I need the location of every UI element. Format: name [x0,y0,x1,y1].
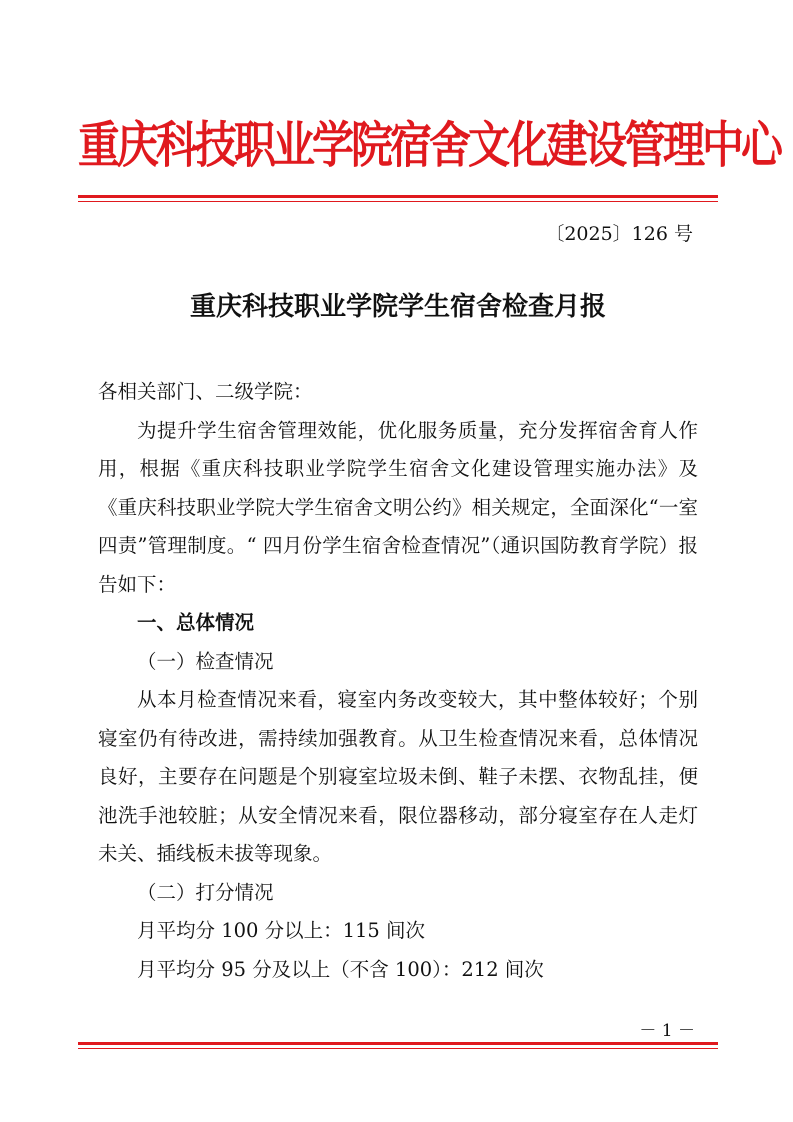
intro-paragraph: 为提升学生宿舍管理效能，优化服务质量，充分发挥宿舍育人作用，根据《重庆科技职业学院学生宿舍文化建设管理实施办法》及《重庆科技职业学院大学生宿舍文明公约》相关规定，全面深化“一室四责”管理制度。“ 四月份学生宿舍检查情况”（通识国防教育学院）报告如下： [98,418,698,596]
inspection-paragraph: 从本月检查情况来看，寝室内务改变较大，其中整体较好；个别寝室仍有待改进，需持续加强教育。从卫生检查情况来看，总体情况良好，主要存在问题是个别寝室垃圾未倒、鞋子未摆、衣物乱挂，便池洗手池较脏；从安全情况来看，限位器移动，部分寝室存在人走灯未关、插线板未拔等现象。 [98,688,698,865]
document-body [98,373,698,989]
document-title: 重庆科技职业学院学生宿舍检查月报 [189,292,606,322]
header-red-rule-thin [78,201,718,202]
footer-red-rule-thin [78,1048,718,1049]
document-number: 〔2025〕126 号 [545,223,693,245]
page-number: － 1 － [639,1021,695,1041]
header-red-rule-thick [78,195,718,198]
salutation: 各相关部门、二级学院： [98,380,313,403]
section-heading-overall: 一、总体情况 [137,611,255,634]
score-line-100-plus: 月平均分 100 分以上：115 间次 [137,919,426,942]
subsection-heading-inspection: （一）检查情况 [137,649,274,673]
subsection-heading-scoring: （二）打分情况 [137,880,274,904]
organization-header: 重庆科技职业学院宿舍文化建设管理中心 [78,115,781,174]
score-line-95-plus: 月平均分 95 分及以上（不含 100）：212 间次 [137,957,544,981]
footer-red-rule-thick [78,1042,718,1045]
